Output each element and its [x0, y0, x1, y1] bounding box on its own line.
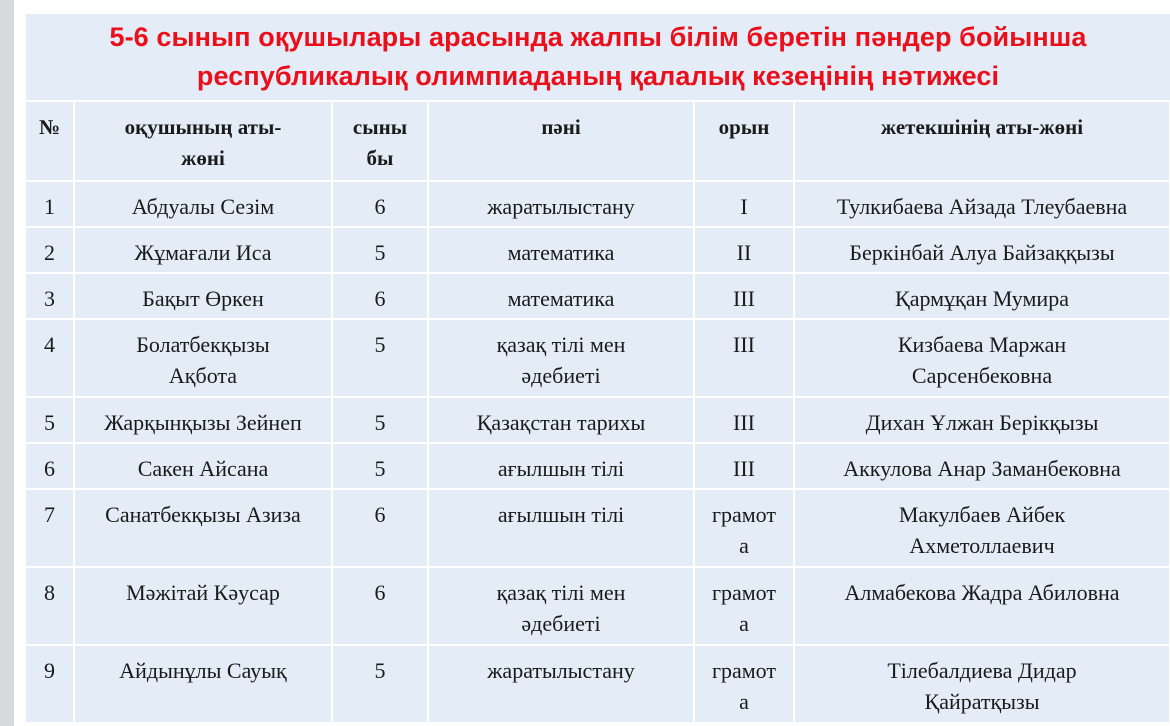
cell-number [26, 645, 74, 723]
cell-grade [332, 443, 428, 489]
cell-student-name-text: Абдуалы Сезім [131, 194, 275, 219]
cell-number-text: 5 [44, 410, 55, 435]
cell-leader [794, 567, 1170, 645]
cell-grade [332, 567, 428, 645]
cell-number-text: 4 [44, 332, 55, 357]
cell-place-text: I [740, 194, 748, 219]
cell-place [694, 227, 794, 273]
cell-grade-text: 5 [374, 332, 386, 357]
cell-student-name-text: Санатбекқызы Азиза [105, 502, 301, 527]
cell-student-name [74, 443, 332, 489]
cell-leader-text: Кизбаева Маржан [897, 332, 1067, 357]
cell-number-text: 3 [44, 286, 55, 311]
cell-place [694, 645, 794, 723]
cell-student-name-text: Ақбота [168, 363, 238, 388]
cell-place-text: III [733, 332, 755, 357]
cell-student-name-text: Бақыт Өркен [142, 286, 264, 311]
cell-subject-text: жаратылыстану [487, 658, 635, 683]
cell-subject-text: әдебиеті [521, 611, 601, 636]
header-grade: сыны бы [332, 102, 428, 181]
cell-leader-text: Сарсенбековна [911, 363, 1053, 388]
cell-place [694, 489, 794, 567]
cell-subject [428, 645, 694, 723]
cell-subject [428, 273, 694, 319]
cell-grade [332, 273, 428, 319]
table-row [26, 489, 1170, 567]
cell-student-name [74, 319, 332, 397]
cell-number-text: 2 [44, 240, 55, 265]
cell-leader-text: Ахметоллаевич [909, 533, 1055, 558]
cell-place [694, 273, 794, 319]
cell-leader [794, 397, 1170, 443]
cell-subject-text: ағылшын тілі [497, 502, 625, 527]
cell-number-text: 7 [44, 502, 55, 527]
cell-place-text: III [733, 286, 755, 311]
cell-leader [794, 443, 1170, 489]
cell-place-text: III [733, 410, 755, 435]
cell-leader-text: Қайратқызы [924, 689, 1040, 714]
cell-student-name [74, 227, 332, 273]
cell-number [26, 227, 74, 273]
cell-grade-text: 5 [374, 240, 386, 265]
cell-place-text: III [733, 456, 755, 481]
cell-student-name-text: Болатбекқызы [136, 332, 270, 357]
title-line-1: 5-6 сынып оқушылары арасында жалпы білім беретін пәндер бойынша [109, 22, 1087, 52]
cell-place [694, 319, 794, 397]
cell-grade-text: 5 [374, 658, 386, 683]
slide-margin [14, 0, 26, 726]
cell-place [694, 567, 794, 645]
cell-subject [428, 319, 694, 397]
cell-subject [428, 227, 694, 273]
cell-grade-text: 6 [374, 194, 386, 219]
table-row [26, 273, 1170, 319]
cell-subject [428, 397, 694, 443]
cell-subject [428, 181, 694, 227]
results-table [26, 102, 1170, 724]
cell-place-text: а [739, 533, 749, 558]
cell-leader-text: Тілебалдиева Дидар [887, 658, 1077, 683]
header-leader: жетекшінің аты-жөні [794, 102, 1170, 181]
cell-student-name [74, 489, 332, 567]
cell-subject [428, 489, 694, 567]
cell-place-text: а [739, 611, 749, 636]
cell-leader [794, 181, 1170, 227]
cell-subject-text: қазақ тілі мен [496, 332, 626, 357]
header-place: орын [694, 102, 794, 181]
cell-number-text: 8 [44, 580, 55, 605]
table-header-row [26, 102, 1170, 181]
cell-leader [794, 489, 1170, 567]
cell-number [26, 273, 74, 319]
cell-number-text: 1 [44, 194, 55, 219]
cell-student-name [74, 273, 332, 319]
cell-grade-text: 5 [374, 456, 386, 481]
cell-student-name [74, 397, 332, 443]
cell-number-text: 9 [44, 658, 55, 683]
cell-leader-text: Беркінбай Алуа Байзаққызы [849, 240, 1115, 265]
cell-grade [332, 181, 428, 227]
cell-grade-text: 6 [374, 286, 386, 311]
title-line-2: республикалық олимпиаданың қалалық кезеңінің нәтижесі [196, 61, 1000, 91]
cell-student-name [74, 567, 332, 645]
cell-place-text: грамот [711, 580, 777, 605]
cell-student-name [74, 645, 332, 723]
cell-subject-text: ағылшын тілі [497, 456, 625, 481]
cell-leader [794, 273, 1170, 319]
cell-number [26, 567, 74, 645]
cell-grade-text: 6 [374, 502, 386, 527]
cell-number [26, 181, 74, 227]
cell-subject [428, 443, 694, 489]
table-row [26, 319, 1170, 397]
cell-leader-text: Қармұқан Мумира [895, 286, 1069, 311]
header-student-name: оқушының аты- жөні [74, 102, 332, 181]
cell-subject [428, 567, 694, 645]
table-row [26, 443, 1170, 489]
cell-leader-text: Тулкибаева Айзада Тлеубаевна [836, 194, 1128, 219]
cell-leader [794, 645, 1170, 723]
cell-number [26, 397, 74, 443]
cell-subject-text: математика [507, 240, 615, 265]
cell-leader-text: Макулбаев Айбек [898, 502, 1066, 527]
cell-subject-text: қазақ тілі мен [496, 580, 626, 605]
table-row [26, 567, 1170, 645]
cell-subject-text: әдебиеті [521, 363, 601, 388]
cell-leader [794, 227, 1170, 273]
cell-grade [332, 397, 428, 443]
cell-leader-text: Дихан Ұлжан Берікқызы [865, 410, 1099, 435]
cell-student-name [74, 181, 332, 227]
cell-grade-text: 5 [374, 410, 386, 435]
cell-grade [332, 227, 428, 273]
cell-student-name-text: Сакен Айсана [137, 456, 269, 481]
cell-place-text: грамот [711, 658, 777, 683]
cell-number [26, 319, 74, 397]
cell-subject-text: математика [507, 286, 615, 311]
cell-number [26, 489, 74, 567]
cell-place [694, 397, 794, 443]
cell-grade [332, 489, 428, 567]
table-row [26, 397, 1170, 443]
cell-place-text: грамот [711, 502, 777, 527]
table-row [26, 227, 1170, 273]
cell-grade-text: 6 [374, 580, 386, 605]
cell-student-name-text: Айдынұлы Сауық [119, 658, 287, 683]
cell-grade [332, 645, 428, 723]
cell-leader-text: Алмабекова Жадра Абиловна [844, 580, 1120, 605]
cell-number [26, 443, 74, 489]
header-subject: пәні [428, 102, 694, 181]
page-title [26, 14, 1170, 102]
header-number: № [26, 102, 74, 181]
slide-edge [0, 0, 14, 726]
cell-grade [332, 319, 428, 397]
table-row [26, 645, 1170, 723]
cell-place [694, 181, 794, 227]
cell-student-name-text: Жұмағали Иса [134, 240, 272, 265]
cell-place [694, 443, 794, 489]
cell-number-text: 6 [44, 456, 55, 481]
table-row [26, 181, 1170, 227]
cell-student-name-text: Мәжітай Кәусар [126, 580, 280, 605]
cell-subject-text: Қазақстан тарихы [476, 410, 646, 435]
cell-place-text: а [739, 689, 749, 714]
cell-leader [794, 319, 1170, 397]
cell-leader-text: Аккулова Анар Заманбековна [843, 456, 1121, 481]
cell-subject-text: жаратылыстану [487, 194, 635, 219]
cell-place-text: II [736, 240, 752, 265]
cell-student-name-text: Жарқынқызы Зейнеп [104, 410, 302, 435]
